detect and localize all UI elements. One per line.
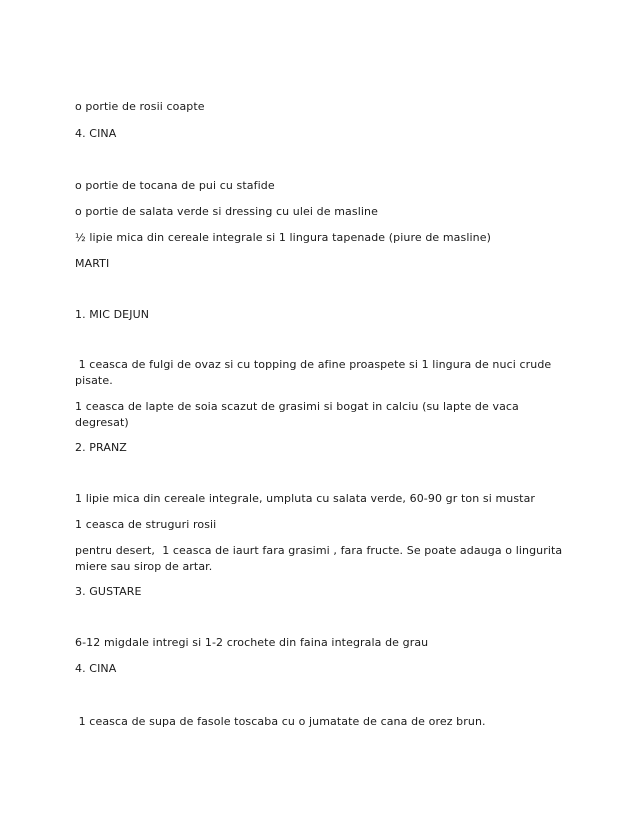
heading-gustare: 3. GUSTARE bbox=[75, 585, 142, 598]
paragraph-lipie-ton: 1 lipie mica din cereale integrale, umpluta cu salata verde, 60-90 gr ton si mustar bbox=[75, 492, 536, 505]
paragraph-desert-iaurt: pentru desert, 1 ceasca de iaurt fara grasimi , fara fructe. Se poate adauga o lingurita miere sau sirop de artar. bbox=[75, 544, 566, 573]
paragraph-supa-fasole: 1 ceasca de supa de fasole toscaba cu o jumatate de cana de orez brun. bbox=[75, 715, 486, 728]
heading-cina: 4. CINA bbox=[75, 127, 117, 140]
paragraph-tocana-pui: o portie de tocana de pui cu stafide bbox=[75, 179, 275, 192]
paragraph-salata-verde: o portie de salata verde si dressing cu ulei de masline bbox=[75, 205, 378, 218]
heading-marti: MARTI bbox=[75, 257, 110, 270]
heading-mic-dejun: 1. MIC DEJUN bbox=[75, 308, 150, 321]
heading-cina-2: 4. CINA bbox=[75, 662, 117, 675]
paragraph-struguri: 1 ceasca de struguri rosii bbox=[75, 518, 217, 531]
paragraph-rosii-coapte: o portie de rosii coapte bbox=[75, 100, 205, 113]
paragraph-lipie-tapenade: ½ lipie mica din cereale integrale si 1 lingura tapenade (piure de masline) bbox=[75, 231, 491, 244]
paragraph-fulgi-ovaz: 1 ceasca de fulgi de ovaz si cu topping de afine proaspete si 1 lingura de nuci crude pisate. bbox=[75, 358, 555, 387]
paragraph-lapte-soia: 1 ceasca de lapte de soia scazut de grasimi si bogat in calciu (su lapte de vaca degresat) bbox=[75, 400, 523, 429]
heading-pranz: 2. PRANZ bbox=[75, 441, 127, 454]
paragraph-migdale: 6-12 migdale intregi si 1-2 crochete din faina integrala de grau bbox=[75, 636, 429, 649]
